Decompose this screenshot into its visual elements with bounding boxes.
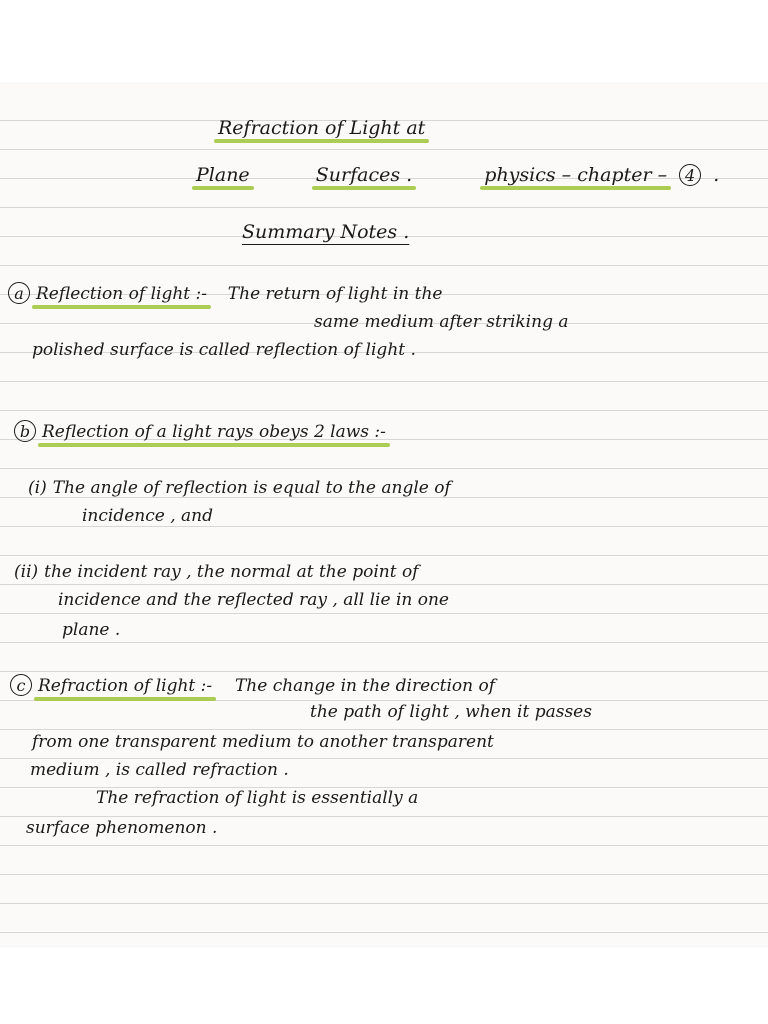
- law-2-text-1: the incident ray , the normal at the point of: [44, 562, 419, 582]
- title-line-2: [196, 164, 719, 186]
- law-2-line-1: [14, 562, 418, 582]
- section-a-heading: Reflection of light :-: [36, 284, 207, 304]
- law-2-text-3: plane .: [62, 620, 121, 640]
- section-c-line-1: [10, 674, 495, 696]
- section-a-text-1: The return of light in the: [227, 284, 443, 304]
- law-2-line-2: [58, 590, 449, 610]
- section-b-heading: Reflection of a light rays obeys 2 laws :-: [42, 422, 386, 442]
- law-2-marker: (ii): [14, 562, 39, 582]
- section-a-text-2: same medium after striking a: [314, 312, 569, 332]
- law-1-marker: (i): [28, 478, 47, 498]
- section-c-text-1: The change in the direction of: [234, 676, 496, 696]
- summary-notes-text: Summary Notes .: [242, 221, 410, 243]
- section-a-text-3: polished surface is called reflection of light .: [32, 340, 416, 360]
- section-a-line-2: [314, 312, 569, 332]
- section-a-marker: a: [8, 282, 30, 304]
- title-text: Refraction of Light at: [218, 117, 426, 139]
- notebook-sheet: [0, 84, 768, 946]
- title-physics-chapter: physics – chapter –: [484, 164, 668, 186]
- section-b-marker: b: [14, 420, 36, 442]
- section-b-heading-line: [14, 420, 386, 442]
- law-2-text-2: incidence and the reflected ray , all lie in one: [58, 590, 449, 610]
- section-a-line-1: [8, 282, 443, 304]
- section-c-text-5: The refraction of light is essentially a: [96, 788, 419, 808]
- section-c-text-3: from one transparent medium to another transparent: [32, 732, 494, 752]
- law-1-text-2: incidence , and: [82, 506, 213, 526]
- law-2-line-3: [62, 620, 120, 640]
- section-c-line-2: [310, 702, 592, 722]
- law-1-line-1: [28, 478, 451, 498]
- section-c-line-4: [30, 760, 289, 780]
- section-a-line-3: [32, 340, 416, 360]
- section-c-line-6: [26, 818, 217, 838]
- title-line-1: [218, 118, 425, 138]
- section-c-text-6: surface phenomenon .: [26, 818, 218, 838]
- title-surfaces: Surfaces .: [315, 164, 413, 186]
- section-c-text-2: the path of light , when it passes: [310, 702, 592, 722]
- section-c-line-3: [32, 732, 494, 752]
- section-c-text-4: medium , is called refraction .: [30, 760, 289, 780]
- law-1-text-1: The angle of reflection is equal to the angle of: [52, 478, 451, 498]
- summary-heading: [242, 222, 409, 242]
- section-c-heading: Refraction of light :-: [38, 676, 213, 696]
- title-line2-end: .: [713, 164, 720, 186]
- title-plane: Plane: [196, 164, 250, 186]
- chapter-number: 4: [679, 164, 701, 186]
- section-c-marker: c: [10, 674, 32, 696]
- section-c-line-5: [96, 788, 418, 808]
- law-1-line-2: [82, 506, 213, 526]
